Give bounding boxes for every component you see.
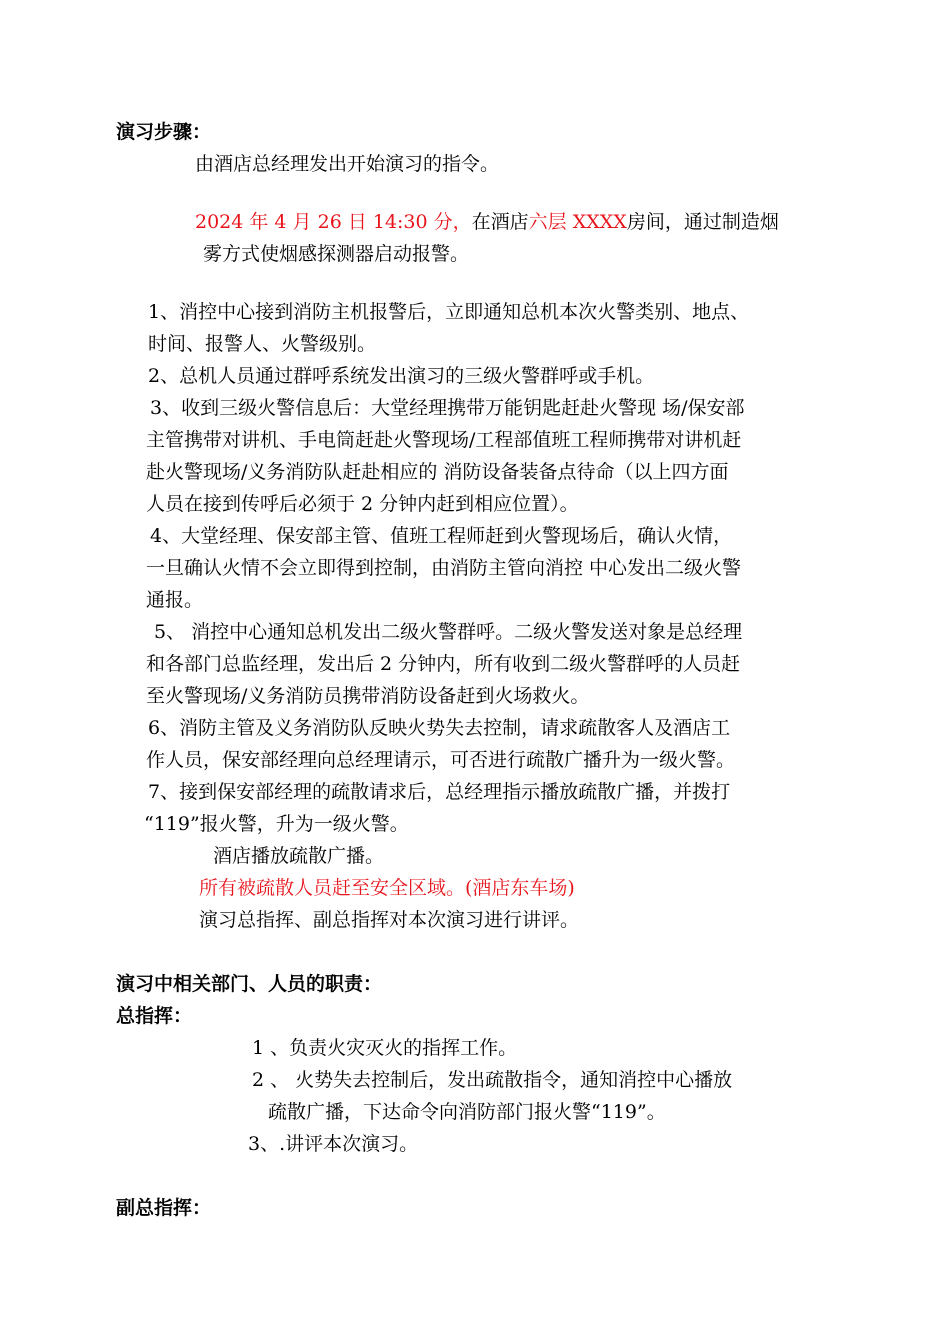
commander-item-2-cont: 疏散广播，下达命令向消防部门报火警“119”。: [268, 1101, 666, 1123]
commander-item-2: 2 、 火势失去控制后，发出疏散指令，通知消控中心播放: [252, 1069, 733, 1091]
step-3-line-2: 主管携带对讲机、手电筒赶赴火警现场/工程部值班工程师携带对讲机赶: [146, 429, 742, 451]
steps-heading: 演习步骤：: [116, 121, 212, 143]
step-2-line-1: 2、总机人员通过群呼系统发出演习的三级火警群呼或手机。: [148, 365, 655, 387]
step-5-line-2: 和各部门总监经理，发出后 2 分钟内，所有收到二级火警群呼的人员赶: [146, 653, 741, 675]
event-location-suffix: 房间，通过制造烟: [626, 211, 779, 233]
event-floor: 六层 XXXX: [528, 211, 627, 233]
step-7-line-2: “119”报火警，升为一级火警。: [144, 813, 409, 835]
step-1-line-2: 时间、报警人、火警级别。: [148, 333, 377, 355]
intro-text: 由酒店总经理发出开始演习的指令。: [195, 153, 500, 175]
step-3-line-3: 赴火警现场/义务消防队赶赴相应的 消防设备装备点待命（以上四方面: [146, 461, 729, 483]
step-6-line-1: 6、消防主管及义务消防队反映火势失去控制，请求疏散客人及酒店工: [148, 717, 731, 739]
commander-heading: 总指挥：: [116, 1005, 193, 1027]
broadcast-text: 酒店播放疏散广播。: [213, 845, 385, 867]
step-4-line-3: 通报。: [146, 589, 204, 611]
evacuate-text: 所有被疏散人员赶至安全区域。(酒店东车场): [199, 877, 575, 899]
event-location-prefix: 在酒店: [471, 211, 529, 233]
step-4-line-2: 一旦确认火情不会立即得到控制，由消防主管向消控 中心发出二级火警: [146, 557, 742, 579]
event-time: 2024 年 4 月 26 日 14:30 分，: [195, 211, 472, 233]
step-3-line-4: 人员在接到传呼后必须于 2 分钟内赶到相应位置）。: [146, 493, 579, 515]
commander-item-1: 1 、负责火灾灭火的指挥工作。: [252, 1037, 518, 1059]
deputy-heading: 副总指挥：: [116, 1197, 212, 1219]
step-6-line-2: 作人员，保安部经理向总经理请示，可否进行疏散广播升为一级火警。: [146, 749, 736, 771]
event-line-2: 雾方式使烟感探测器启动报警。: [203, 243, 470, 265]
step-3-line-1: 3、收到三级火警信息后：大堂经理携带万能钥匙赶赴火警现 场/保安部: [150, 397, 745, 419]
duties-heading: 演习中相关部门、人员的职责：: [116, 973, 383, 995]
step-5-line-3: 至火警现场/义务消防员携带消防设备赶到火场救火。: [146, 685, 590, 707]
step-1-line-1: 1、消控中心接到消防主机报警后，立即通知总机本次火警类别、地点、: [148, 301, 750, 323]
event-line-1: [195, 208, 779, 236]
review-text: 演习总指挥、副总指挥对本次演习进行讲评。: [199, 909, 580, 931]
step-5-line-1: 5、 消控中心通知总机发出二级火警群呼。二级火警发送对象是总经理: [154, 621, 743, 643]
commander-item-3: 3、.讲评本次演习。: [248, 1133, 419, 1155]
step-4-line-1: 4、大堂经理、保安部主管、值班工程师赶到火警现场后，确认火情，: [150, 525, 733, 547]
step-7-line-1: 7、接到保安部经理的疏散请求后，总经理指示播放疏散广播，并拨打: [148, 781, 731, 803]
